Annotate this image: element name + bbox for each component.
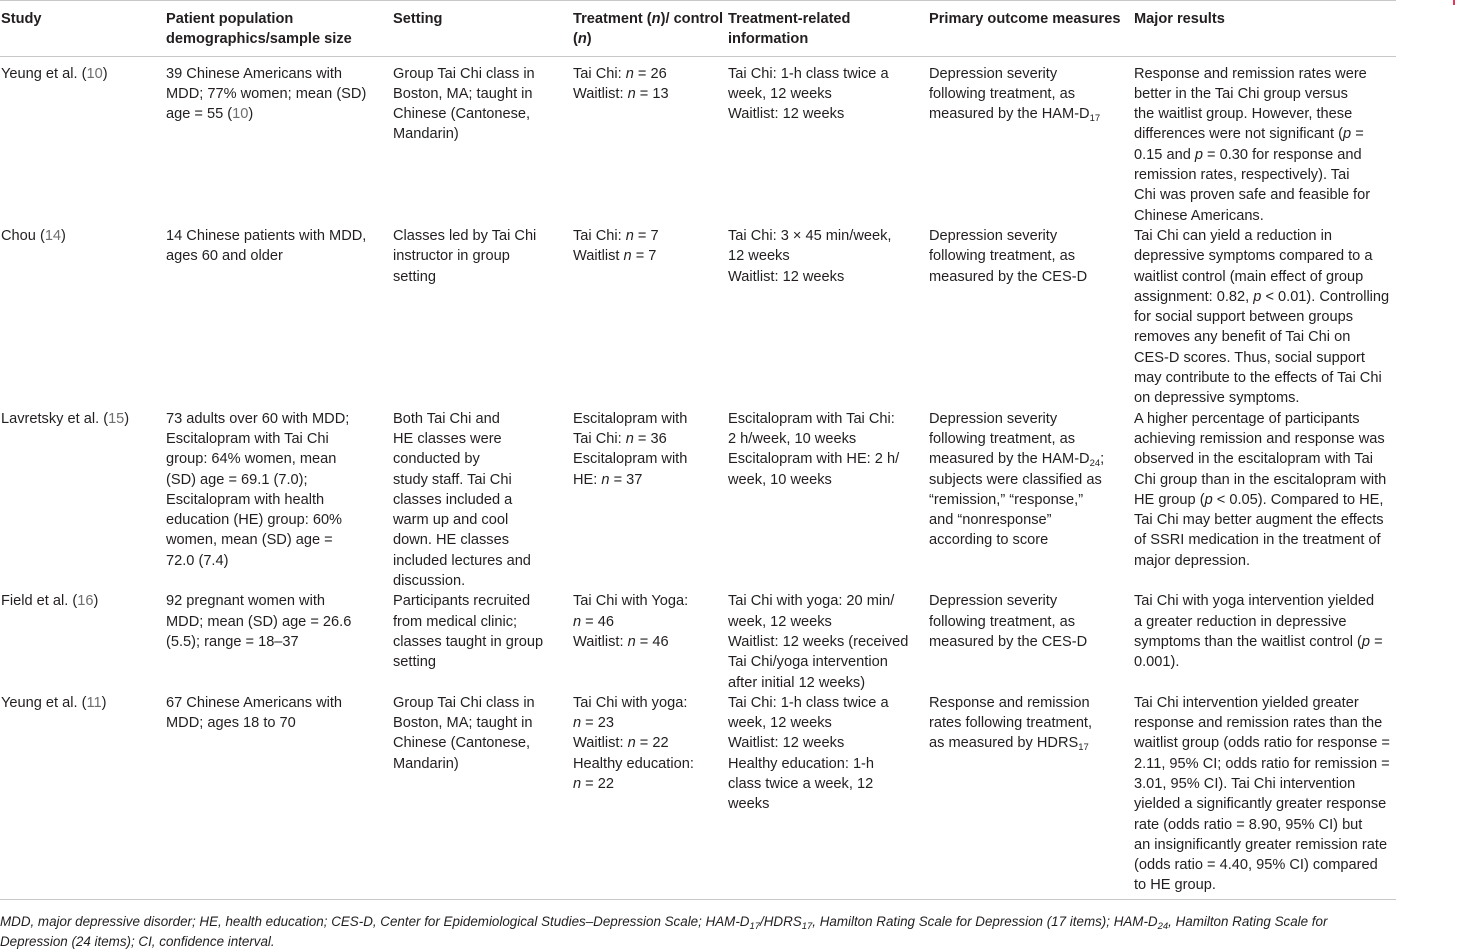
table-header <box>0 1 1396 57</box>
header-primary-outcome: Primary outcome measures <box>929 1 1134 57</box>
cell-patient-population: 92 pregnant women with MDD; mean (SD) age = 26.6 (5.5); range = 18–37 <box>166 593 352 650</box>
cell-patient-population: 39 Chinese Americans with MDD; 77% women; mean (SD) age = 55 (10) <box>166 65 367 123</box>
cell-major-results: Tai Chi can yield a reduction in depressive symptoms compared to a waitlist control (main effect of group assignment: 0.82, p < 0.01). Controlling for social support between groups removes any benefit of Tai Chi on CES-D scores. Thus, social support may contribute to the effects of Tai Chi on depressive symptoms. <box>1134 227 1390 407</box>
header-treatment-info: Treatment-related information <box>728 1 929 57</box>
cell-setting: Participants recruited from medical clinic; classes taught in group setting <box>393 593 544 671</box>
table-row <box>0 409 1396 592</box>
header-row <box>0 1 1396 57</box>
header-major-results: Major results <box>1134 1 1396 57</box>
table-row <box>0 591 1396 692</box>
cell-study: Yeung et al. (11) <box>0 693 166 899</box>
cell-study: Lavretsky et al. (15) <box>1 410 130 427</box>
cell-primary-outcome: Response and remission rates following treatment, as measured by $HDRS_{17}$ <box>929 693 1134 899</box>
cell-patient-population: 67 Chinese Americans with MDD; ages 18 to 70 <box>166 693 393 899</box>
cell-major-results: Tai Chi with yoga intervention yielded a greater reduction in depressive symptoms than the waitlist control (p = 0.001). <box>1134 593 1383 671</box>
cell-patient-population: 14 Chinese patients with MDD, ages 60 and older <box>166 227 367 265</box>
header-patient-population: Patient population demographics/sample size <box>166 1 393 57</box>
cell-treatment-info: Tai Chi: 1-h class twice a week, 12 weeks Waitlist: 12 weeks <box>728 65 889 123</box>
table-body <box>0 56 1396 899</box>
header-treatment-control: Treatment (n)/ control (n) <box>573 1 728 57</box>
cell-primary-outcome: Depression severity following treatment, as measured by the CES-D <box>929 593 1088 650</box>
cell-treatment-control: Tai Chi with yoga: n = 23 Waitlist: n = 22 Healthy education: n = 22 <box>573 693 728 899</box>
cell-treatment-info: Escitalopram with Tai Chi: 2 h/week, 10 weeks Escitalopram with HE: 2 h/ week, 10 weeks <box>728 410 900 488</box>
cell-major-results: A higher percentage of participants achieving remission and response was observed in the escitalopram with Tai Chi group than in the escitalopram with HE group (p < 0.05). Compared to HE, Tai Chi may better augment the effects of SSRI medication in the treatment of major depression. <box>1134 410 1387 569</box>
cell-setting: Both Tai Chi and HE classes were conducted by study staff. Tai Chi classes included a warm up and cool down. HE classes included lectures and discussion. <box>393 410 531 590</box>
cell-study: Field et al. (16) <box>1 593 99 610</box>
cell-primary-outcome: Depression severity following treatment, as measured by the HAM-$D_{17}$ <box>929 65 1101 125</box>
cell-treatment-control: Tai Chi with Yoga: n = 46 Waitlist: n = 46 <box>573 593 689 650</box>
cell-treatment-info: Tai Chi with yoga: 20 min/ week, 12 weeks Waitlist: 12 weeks (received Tai Chi/yoga intervention after initial 12 weeks) <box>728 593 909 691</box>
cell-primary-outcome: Depression severity following treatment, as measured by the HAM-$D_{24}$; subjects were classified as “remission,” “response,” and “nonresponse” according to score <box>929 410 1105 549</box>
header-study: Study <box>0 1 166 57</box>
cell-treatment-info: Tai Chi: 1-h class twice a week, 12 weeks Waitlist: 12 weeks Healthy education: 1-h class twice a week, 12 weeks <box>728 693 929 899</box>
table-row <box>0 693 1396 899</box>
cell-setting: Group Tai Chi class in Boston, MA; taught in Chinese (Cantonese, Mandarin) <box>393 693 573 899</box>
table-row <box>0 56 1396 226</box>
table-footnote: MDD, major depressive disorder; HE, health education; CES-D, Center for Epidemiological Studies–Depression Scale; HAM-$D_{17}/HDRS_{17}$, Hamilton Rating Scale for Depression (17 items); HAM-$D_{24}$, Hamilton Rating Scale for Depression (24 items); CI, confidence interval. <box>0 914 1328 949</box>
cell-setting: Group Tai Chi class in Boston, MA; taught in Chinese (Cantonese, Mandarin) <box>393 65 535 143</box>
cell-major-results: Response and remission rates were better in the Tai Chi group versus the waitlist group. However, these differences were not significant (p = 0.15 and p = 0.30 for response and remission rates, respectively). Tai Chi was proven safe and feasible for Chinese Americans. <box>1134 65 1371 224</box>
cell-treatment-control: Tai Chi: n = 7 Waitlist n = 7 <box>573 227 659 265</box>
cell-major-results: Tai Chi intervention yielded greater response and remission rates than the waitlist group (odds ratio for response = 2.11, 95% CI; odds ratio for remission = 3.01, 95% CI). Tai Chi intervention yielded a significantly greater response rate (odds ratio = 8.90, 95% CI) but an insignificantly greater remission rate (odds ratio = 4.40, 95% CI) compared to HE group. <box>1134 693 1396 899</box>
cell-study: Yeung et al. (10) <box>1 65 108 82</box>
cell-primary-outcome: Depression severity following treatment, as measured by the CES-D <box>929 227 1088 285</box>
header-setting: Setting <box>393 1 573 57</box>
cell-study: Chou (14) <box>1 227 66 244</box>
cell-patient-population: 73 adults over 60 with MDD; Escitalopram with Tai Chi group: 64% women, mean (SD) age = 69.1 (7.0); Escitalopram with health education (HE) group: 60% women, mean (SD) age = 72.0 (7.4) <box>166 410 350 569</box>
edge-mark <box>1453 0 1455 5</box>
cell-setting: Classes led by Tai Chi instructor in group setting <box>393 227 537 285</box>
table-row <box>0 226 1396 409</box>
cell-treatment-control: Tai Chi: n = 26 Waitlist: n = 13 <box>573 65 669 102</box>
cell-treatment-info: Tai Chi: 3 × 45 min/week, 12 weeks Waitlist: 12 weeks <box>728 227 892 285</box>
cell-treatment-control: Escitalopram with Tai Chi: n = 36 Escitalopram with HE: n = 37 <box>573 410 688 488</box>
